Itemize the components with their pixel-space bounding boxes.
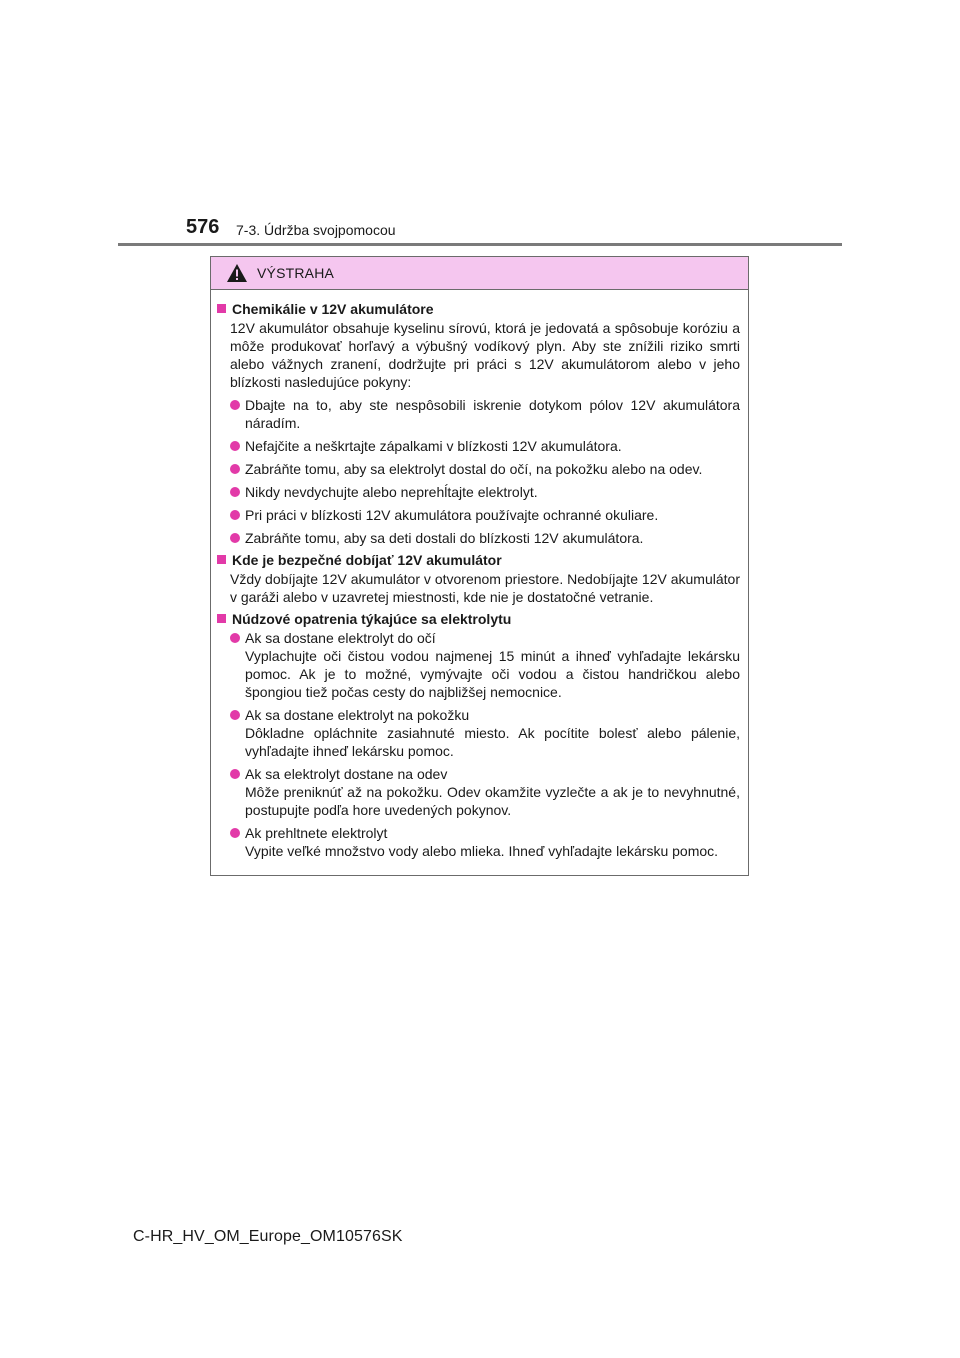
list-item: Ak sa dostane elektrolyt do očí Vyplachujte oči čistou vodou najmenej 15 minút a ihneď vyhľadajte lekársku pomoc. Ak je to možné, vymývajte oči vodou a čistou handričkou alebo špongiou tiež počas cesty do najbližšej nemocnice. bbox=[230, 629, 740, 701]
section-chemicals bbox=[217, 300, 740, 547]
warning-triangle-icon bbox=[226, 263, 248, 283]
round-bullet-icon bbox=[230, 710, 240, 720]
document-code: C-HR_HV_OM_Europe_OM10576SK bbox=[133, 1228, 403, 1245]
round-bullet-icon bbox=[230, 441, 240, 451]
warning-content bbox=[211, 290, 748, 860]
square-bullet-icon bbox=[217, 304, 226, 313]
round-bullet-icon bbox=[230, 487, 240, 497]
warning-box bbox=[210, 256, 749, 876]
list-item: Zabráňte tomu, aby sa elektrolyt dostal do očí, na pokožku alebo na odev. bbox=[230, 460, 740, 478]
section-text: Vždy dobíjajte 12V akumulátor v otvorenom priestore. Nedobíjajte 12V akumulátor v garáži alebo v uzavretej miestnosti, kde nie je dostatočné vetranie. bbox=[230, 571, 740, 605]
round-bullet-icon bbox=[230, 533, 240, 543]
warning-title: VÝSTRAHA bbox=[257, 265, 335, 281]
section-emergency bbox=[217, 610, 740, 860]
page-number: 576 bbox=[186, 216, 220, 238]
section-heading: Núdzové opatrenia týkajúce sa elektrolytu bbox=[232, 611, 512, 627]
round-bullet-icon bbox=[230, 400, 240, 410]
list-item: Ak sa elektrolyt dostane na odev Môže preniknúť až na pokožku. Odev okamžite vyzlečte a ak je to nevyhnutné, postupujte podľa hore uvedených pokynov. bbox=[230, 765, 740, 819]
section-heading: Kde je bezpečné dobíjať 12V akumulátor bbox=[232, 552, 502, 568]
header-rule bbox=[118, 243, 842, 246]
round-bullet-icon bbox=[230, 510, 240, 520]
round-bullet-icon bbox=[230, 828, 240, 838]
round-bullet-icon bbox=[230, 769, 240, 779]
warning-header bbox=[211, 257, 748, 290]
section-title: 7-3. Údržba svojpomocou bbox=[236, 222, 396, 238]
section-charging bbox=[217, 551, 740, 606]
list-item: Zabráňte tomu, aby sa deti dostali do blízkosti 12V akumulátora. bbox=[230, 529, 740, 547]
list-item: Nikdy nevdychujte alebo neprehĺtajte elektrolyt. bbox=[230, 483, 740, 501]
section-text: 12V akumulátor obsahuje kyselinu sírovú, ktorá je jedovatá a spôsobuje koróziu a môže produkovať horľavý a výbušný vodíkový plyn. Aby ste znížili riziko smrti alebo vážnych zranení, dodržujte pri práci s 12V akumulátorom alebo v jeho blízkosti nasledujúce pokyny: bbox=[230, 320, 740, 390]
round-bullet-icon bbox=[230, 633, 240, 643]
square-bullet-icon bbox=[217, 614, 226, 623]
list-item: Pri práci v blízkosti 12V akumulátora používajte ochranné okuliare. bbox=[230, 506, 740, 524]
section-heading: Chemikálie v 12V akumulátore bbox=[232, 301, 434, 317]
round-bullet-icon bbox=[230, 464, 240, 474]
list-item: Nefajčite a neškrtajte zápalkami v blízkosti 12V akumulátora. bbox=[230, 437, 740, 455]
list-item: Ak sa dostane elektrolyt na pokožku Dôkladne opláchnite zasiahnuté miesto. Ak pocítite bolesť alebo pálenie, vyhľadajte ihneď lekársku pomoc. bbox=[230, 706, 740, 760]
list-item: Ak prehltnete elektrolyt Vypite veľké množstvo vody alebo mlieka. Ihneď vyhľadajte lekársku pomoc. bbox=[230, 824, 740, 860]
list-item: Dbajte na to, aby ste nespôsobili iskrenie dotykom pólov 12V akumulátora náradím. bbox=[230, 396, 740, 432]
square-bullet-icon bbox=[217, 555, 226, 564]
